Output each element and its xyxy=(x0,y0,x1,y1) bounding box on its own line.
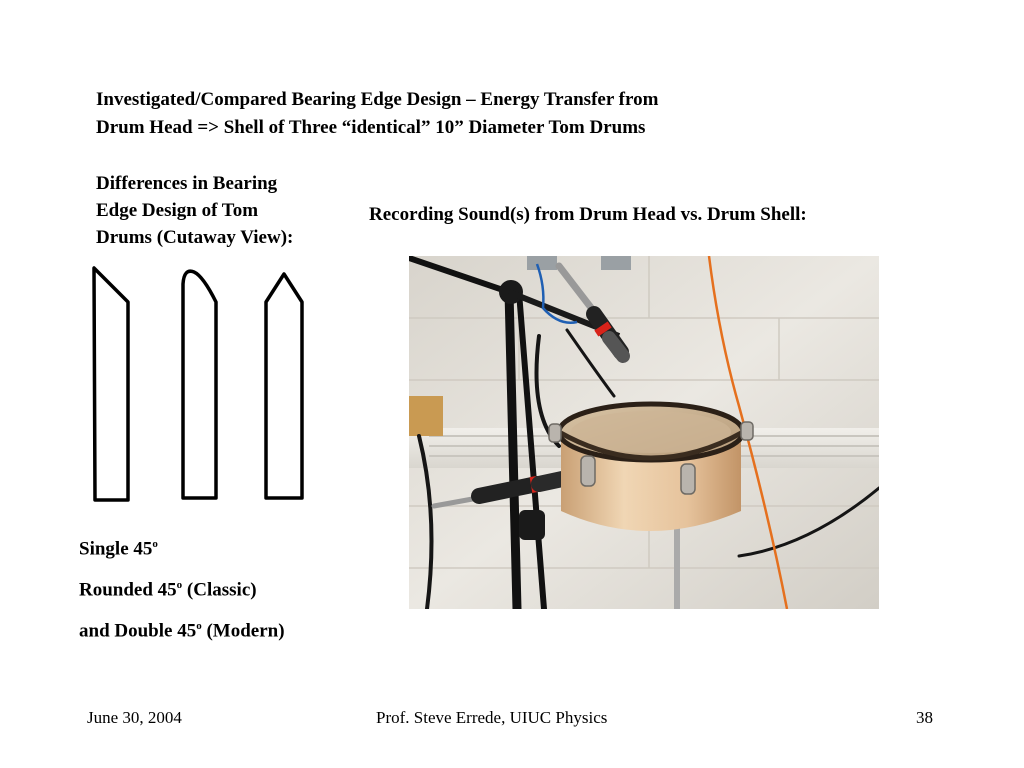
edge-label-rounded xyxy=(79,579,257,601)
edge-label-double-text: and Double 45 xyxy=(79,620,197,642)
bearing-edge-heading xyxy=(96,170,356,251)
edge-label-rounded-text: Rounded 45 xyxy=(79,579,177,601)
wall-plate-left xyxy=(527,256,557,270)
single-45-edge-shape xyxy=(94,268,128,500)
bearing-edge-heading-line-3: Drums (Cutaway View): xyxy=(96,227,294,248)
double-45-edge-shape xyxy=(266,274,302,498)
box-left xyxy=(409,396,443,436)
edge-label-rounded-suffix: (Classic) xyxy=(182,579,257,601)
slide-title-line-2: Drum Head => Shell of Three “identical” 10” Diameter Tom Drums xyxy=(96,117,646,138)
drum xyxy=(549,404,753,531)
recording-heading: Recording Sound(s) from Drum Head vs. Drum Shell: xyxy=(369,204,807,225)
edge-label-rounded-degree: o xyxy=(176,579,183,591)
edge-label-double xyxy=(79,620,285,642)
wall-plate-right xyxy=(601,256,631,270)
bearing-edge-heading-line-1: Differences in Bearing xyxy=(96,173,278,194)
drum-recording-photo xyxy=(409,256,879,609)
slide-title xyxy=(96,86,816,142)
footer-date: June 30, 2004 xyxy=(87,708,182,727)
bearing-edge-heading-line-2: Edge Design of Tom xyxy=(96,200,259,221)
edge-label-double-suffix: (Modern) xyxy=(201,620,285,642)
footer-author: Prof. Steve Errede, UIUC Physics xyxy=(376,708,608,727)
footer-page-number: 38 xyxy=(916,708,933,727)
slide-title-line-1: Investigated/Compared Bearing Edge Design – Energy Transfer from xyxy=(96,89,659,110)
edge-label-single-degree: o xyxy=(152,538,158,550)
edge-label-single xyxy=(79,538,158,560)
edge-label-double-degree: o xyxy=(196,620,202,632)
rounded-45-edge-shape xyxy=(183,271,216,498)
edge-label-single-text: Single 45 xyxy=(79,538,153,560)
bearing-edge-diagrams xyxy=(82,258,322,508)
